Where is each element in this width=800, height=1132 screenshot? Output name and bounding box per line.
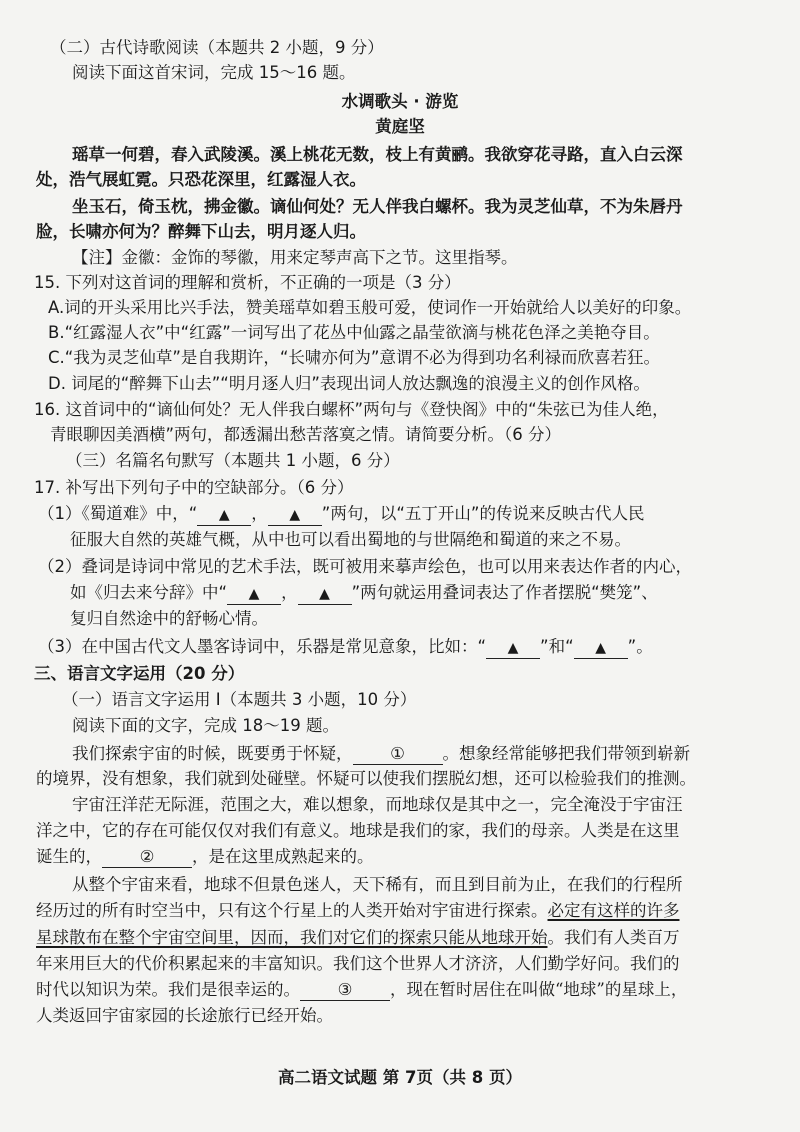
poem-line: 脸，长啸亦何为？醉舞下山去，明月逐人归。: [36, 222, 366, 241]
section-3-heading: （三）名篇名句默写（本题共 1 小题，6 分）: [66, 451, 400, 470]
passage-line: 星球散布在整个宇宙空间里，因而，我们对它们的探索只能从地球开始。我们有人类百万: [36, 928, 680, 947]
passage-line: 年来用巨大的代价积累起来的丰富知识。我们这个世界人才济济，人们勤学好问。我们的: [36, 954, 680, 973]
answer-blank-3[interactable]: ③: [300, 980, 390, 1001]
poem-author: 黄庭坚: [375, 117, 425, 136]
part-3-heading: 三、语言文字运用（20 分）: [34, 664, 245, 683]
q15-stem: 15. 下列对这首词的理解和赏析，不正确的一项是（3 分）: [34, 273, 461, 292]
passage-line: 经历过的所有时空当中，只有这个行星上的人类开始对宇宙进行探索。必定有这样的许多: [36, 901, 680, 920]
poem-line: 处，浩气展虹霓。只恐花深里，红露湿人衣。: [36, 170, 366, 189]
answer-blank[interactable]: ▲: [298, 583, 352, 605]
q16-line: 16. 这首词中的“谪仙何处？无人伴我白螺杯”两句与《登快阁》中的“朱弦已为佳人绝，: [34, 400, 669, 419]
q16-line: 青眼聊因美酒横”两句，都透漏出愁苦落寞之情。请简要分析。（6 分）: [50, 425, 562, 444]
passage-line: 人类返回宇宙家园的长途旅行已经开始。: [36, 1006, 333, 1025]
answer-blank[interactable]: ▲: [486, 637, 540, 659]
poem-note: 【注】金徽：金饰的琴徽，用来定琴声高下之节。这里指琴。: [72, 248, 518, 267]
q17-item-1-cont: 征服大自然的英雄气概，从中也可以看出蜀地的与世隔绝和蜀道的来之不易。: [70, 530, 631, 549]
q17-item-3: （3）在中国古代文人墨客诗词中，乐器是常见意象，比如：“ ▲ ”和“ ▲ ”。: [38, 637, 653, 659]
q17-stem: 17. 补写出下列句子中的空缺部分。（6 分）: [34, 478, 354, 497]
passage-line: 从整个宇宙来看，地球不但景色迷人，天下稀有，而且到目前为止，在我们的行程所: [72, 875, 683, 894]
passage-line: 的境界，没有想象，我们就到处碰壁。怀疑可以使我们摆脱幻想，还可以检验我们的推测。: [36, 769, 696, 788]
answer-blank[interactable]: ▲: [268, 504, 322, 526]
q15-option-d: D. 词尾的“醉舞下山去”“明月逐人归”表现出词人放达飘逸的浪漫主义的创作风格。: [48, 374, 650, 393]
q17-item-2: （2）叠词是诗词中常见的艺术手法，既可被用来摹声绘色，也可以用来表达作者的内心，: [38, 557, 692, 576]
page-footer: 高二语文试题 第 7页（共 8 页）: [278, 1068, 522, 1087]
passage-line: 宇宙汪洋茫无际涯，范围之大，难以想象，而地球仅是其中之一，完全淹没于宇宙汪: [72, 795, 683, 814]
poem-line: 瑶草一何碧，春入武陵溪。溪上桃花无数，枝上有黄鹂。我欲穿花寻路，直入白云深: [72, 145, 683, 164]
passage-line: 时代以知识为荣。我们是很幸运的。 ③ ，现在暂时居住在叫做“地球”的星球上，: [36, 980, 688, 999]
section-2-instruction: 阅读下面这首宋词，完成 15～16 题。: [72, 63, 356, 82]
q15-option-c: C.“我为灵芝仙草”是自我期许，“长啸亦何为”意谓不必为得到功名利禄而欣喜若狂。: [48, 348, 660, 367]
underlined-sentence: 星球散布在整个宇宙空间里，因而，我们对它们的探索只能从地球开始: [36, 928, 548, 947]
q17-item-2-cont: 如《归去来兮辞》中“ ▲ ， ▲ ”两句就运用叠词表达了作者摆脱“樊笼”、: [70, 583, 658, 605]
passage-line: 诞生的， ② ，是在这里成熟起来的。: [36, 847, 374, 866]
part-3-1-heading: （一）语言文字运用 I（本题共 3 小题，10 分）: [62, 690, 417, 709]
q17-item-2-end: 复归自然途中的舒畅心情。: [70, 609, 268, 628]
q15-option-a: A.词的开头采用比兴手法，赞美瑶草如碧玉般可爱，使词作一开始就给人以美好的印象。: [48, 298, 692, 317]
part-3-1-instruction: 阅读下面的文字，完成 18～19 题。: [72, 716, 339, 735]
answer-blank-1[interactable]: ①: [353, 744, 443, 765]
answer-blank[interactable]: ▲: [574, 637, 628, 659]
answer-blank[interactable]: ▲: [227, 583, 281, 605]
answer-blank-2[interactable]: ②: [102, 847, 192, 868]
section-2-heading: （二）古代诗歌阅读（本题共 2 小题，9 分）: [50, 38, 384, 57]
answer-blank[interactable]: ▲: [197, 504, 251, 526]
passage-line: 洋之中，它的存在可能仅仅对我们有意义。地球是我们的家，我们的母亲。人类是在这里: [36, 821, 680, 840]
poem-line: 坐玉石，倚玉枕，拂金徽。谪仙何处？无人伴我白螺杯。我为灵芝仙草，不为朱唇丹: [72, 197, 683, 216]
passage-line: 我们探索宇宙的时候，既要勇于怀疑， ① 。想象经常能够把我们带领到崭新: [72, 744, 690, 763]
underlined-sentence: 必定有这样的许多: [547, 901, 680, 920]
q15-option-b: B.“红露湿人衣”中“红露”一词写出了花丛中仙露之晶莹欲滴与桃花色泽之美艳夺目。: [48, 323, 660, 342]
poem-title: 水调歌头 · 游览: [341, 92, 459, 111]
q17-item-1: （1）《蜀道难》中，“ ▲ ， ▲ ”两句，以“五丁开山”的传说来反映古代人民: [38, 504, 644, 526]
